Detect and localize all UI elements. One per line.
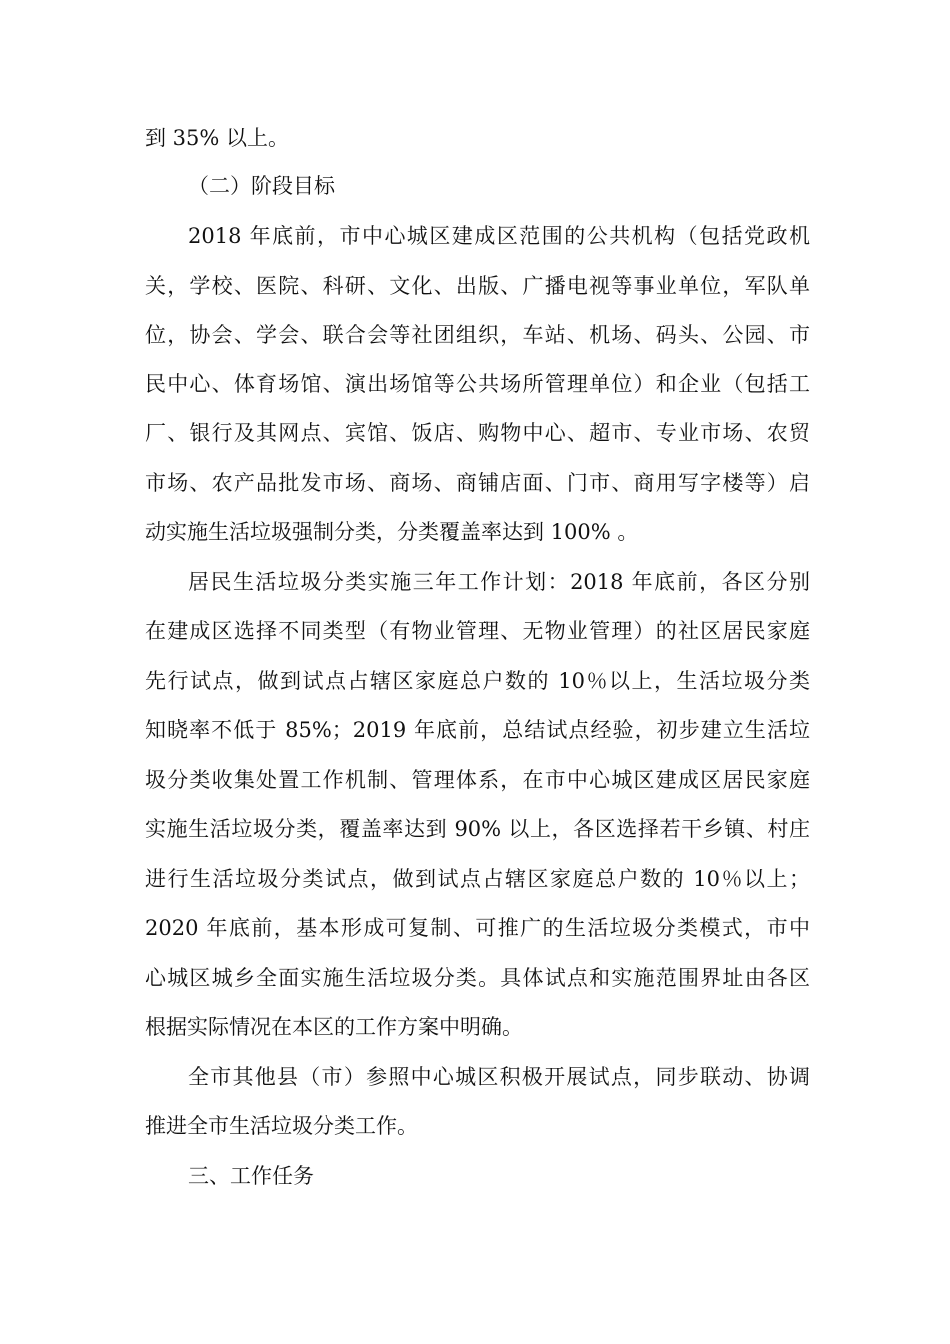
text-line: 2020 年底前，基本形成可复制、可推广的生活垃圾分类模式，市中 <box>145 916 810 940</box>
text-line: 全市其他县（市）参照中心城区积极开展试点，同步联动、协调 <box>188 1065 810 1089</box>
text-line: 在建成区选择不同类型（有物业管理、无物业管理）的社区居民家庭 <box>145 619 810 643</box>
text-line: 心城区城乡全面实施生活垃圾分类。具体试点和实施范围界址由各区 <box>145 966 810 990</box>
text-line: 到 35% 以上。 <box>145 126 290 150</box>
text-line: 市场、农产品批发市场、商场、商铺店面、门市、商用写字楼等）启 <box>145 471 810 495</box>
text-line: 进行生活垃圾分类试点，做到试点占辖区家庭总户数的 10％以上； <box>145 867 810 891</box>
text-line: 居民生活垃圾分类实施三年工作计划：2018 年底前，各区分别 <box>188 570 810 594</box>
text-line: 推进全市生活垃圾分类工作。 <box>145 1114 418 1138</box>
section-heading: 三、工作任务 <box>188 1164 314 1188</box>
text-line: 动实施生活垃圾强制分类，分类覆盖率达到 100% 。 <box>145 520 639 544</box>
text-line: 圾分类收集处置工作机制、管理体系，在市中心城区建成区居民家庭 <box>145 768 810 792</box>
text-line: 先行试点，做到试点占辖区家庭总户数的 10％以上，生活垃圾分类 <box>145 669 810 693</box>
text-line: 位，协会、学会、联合会等社团组织，车站、机场、码头、公园、市 <box>145 323 810 347</box>
text-line: 民中心、体育场馆、演出场馆等公共场所管理单位）和企业（包括工 <box>145 372 810 396</box>
section-heading: （二）阶段目标 <box>188 174 335 198</box>
text-line: 知晓率不低于 85%；2019 年底前，总结试点经验，初步建立生活垃 <box>145 718 810 742</box>
text-line: 实施生活垃圾分类，覆盖率达到 90% 以上，各区选择若干乡镇、村庄 <box>145 817 810 841</box>
text-line: 厂、银行及其网点、宾馆、饭店、购物中心、超市、专业市场、农贸 <box>145 421 810 445</box>
text-line: 关，学校、医院、科研、文化、出版、广播电视等事业单位，军队单 <box>145 274 810 298</box>
text-line: 根据实际情况在本区的工作方案中明确。 <box>145 1015 523 1039</box>
text-line: 2018 年底前，市中心城区建成区范围的公共机构（包括党政机 <box>188 224 810 248</box>
